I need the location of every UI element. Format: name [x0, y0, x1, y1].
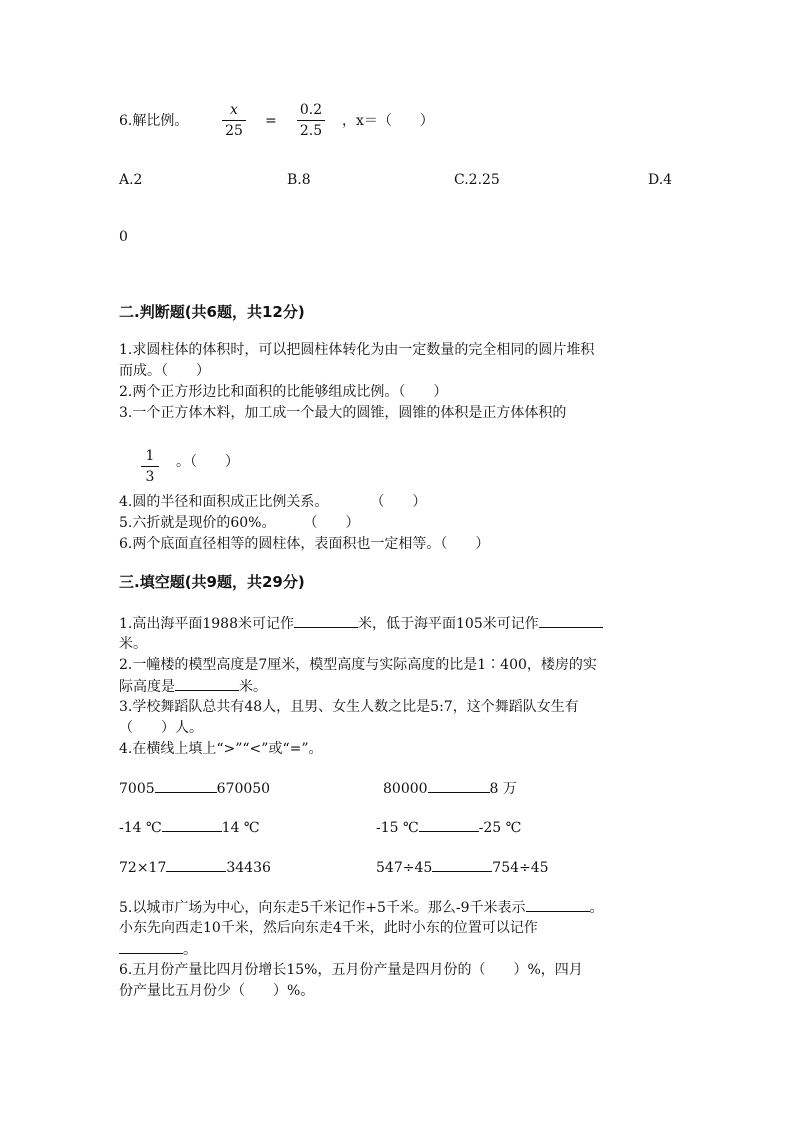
q6-option-b: B.8 — [287, 172, 311, 188]
answer-blank[interactable] — [162, 817, 222, 832]
s3-q3-line-1: 3.学校舞蹈队总共有48人，且男、女生人数之比是5:7，这个舞蹈队女生有 — [119, 699, 579, 715]
compare-right: 670050 — [216, 781, 271, 797]
s2-item-4: 4.圆的半径和面积成正比例关系。 （ ） — [119, 494, 427, 510]
s3-compare-2 — [383, 778, 517, 799]
q6-equals: = — [265, 113, 277, 129]
answer-blank[interactable] — [432, 857, 492, 872]
s2-item-6: 6.两个底面直径相等的圆柱体，表面积也一定相等。（ ） — [119, 536, 490, 552]
s3-q2-text-b: 际高度是 — [119, 679, 175, 695]
q6-suffix: ，x＝（ ） — [342, 113, 434, 129]
s2-frac-denominator: 3 — [145, 469, 155, 485]
s3-q1-text-b: 米，低于海平面105米可记作 — [358, 616, 539, 632]
s3-q1-line-1 — [119, 613, 603, 634]
fraction-bar — [222, 120, 246, 121]
compare-left: 547÷45 — [376, 860, 433, 876]
q6-fraction-1 — [222, 101, 246, 140]
answer-blank[interactable] — [119, 939, 183, 954]
s3-compare-6 — [376, 857, 549, 878]
answer-blank[interactable] — [166, 857, 226, 872]
q6-option-a: A.2 — [119, 172, 143, 188]
fraction-bar — [297, 120, 325, 121]
answer-blank[interactable] — [294, 613, 358, 628]
compare-left: 7005 — [119, 781, 155, 797]
s3-compare-4 — [376, 817, 521, 838]
answer-blank[interactable] — [175, 676, 239, 691]
q6-frac1-numerator: x — [230, 102, 238, 118]
s3-q5-text-a: 5.以城市广场为中心，向东走5千米记作+5千米。那么-9千米表示 — [119, 900, 526, 916]
answer-blank[interactable] — [155, 778, 217, 793]
compare-right: 754÷45 — [492, 860, 549, 876]
s2-item-3-fraction — [141, 447, 159, 486]
answer-blank[interactable] — [539, 613, 603, 628]
section-3-heading: 三.填空题(共9题，共29分) — [119, 573, 305, 591]
s2-item-5: 5.六折就是现价的60%。 （ ） — [119, 515, 360, 531]
s2-frac-numerator: 1 — [145, 448, 155, 464]
q6-option-d: D.4 — [648, 172, 673, 188]
answer-blank[interactable] — [526, 897, 590, 912]
s3-q2-line-1: 2.一幢楼的模型高度是7厘米，模型高度与实际高度的比是1∶400，楼房的实 — [119, 657, 597, 673]
s2-item-2: 2.两个正方形边比和面积的比能够组成比例。（ ） — [119, 384, 448, 400]
s3-q6-line-2: 份产量比五月份少（ ）%。 — [119, 983, 315, 999]
compare-right: -25 ℃ — [478, 820, 522, 836]
s3-q6-line-1: 6.五月份产量比四月份增长15%，五月份产量是四月份的（ ）%，四月 — [119, 962, 583, 978]
s3-q2-line-2 — [119, 676, 267, 697]
section-2-heading: 二.判断题(共6题，共12分) — [119, 303, 305, 321]
s3-q5-text-d: 。 — [183, 942, 197, 958]
compare-left: -14 ℃ — [119, 820, 162, 836]
s3-q2-text-c: 米。 — [239, 679, 267, 695]
compare-left: 80000 — [383, 781, 428, 797]
s3-q5-text-b: 。 — [589, 900, 604, 916]
compare-right: 8 万 — [489, 781, 517, 797]
s3-q5-line-1 — [119, 897, 604, 918]
q6-prefix: 6.解比例。 — [119, 113, 189, 129]
s2-item-1-line-2: 而成。（ ） — [119, 363, 210, 379]
compare-left: 72×17 — [119, 860, 167, 876]
s3-q1-line-2: 米。 — [119, 636, 147, 652]
fraction-bar — [141, 466, 159, 467]
q6-frac1-denominator: 25 — [225, 123, 243, 139]
s3-q5-line-3 — [119, 939, 197, 960]
s3-q1-text-a: 1.高出海平面1988米可记作 — [119, 616, 294, 632]
compare-left: -15 ℃ — [376, 820, 419, 836]
s3-compare-1 — [119, 778, 270, 799]
s3-q5-line-2: 小东先向西走10千米，然后向东走4千米，此时小东的位置可以记作 — [119, 920, 538, 936]
s3-q4: 4.在横线上填上“>”“<”或“=”。 — [119, 741, 323, 757]
answer-blank[interactable] — [428, 778, 490, 793]
s2-item-3-suffix: 。（ ） — [176, 454, 239, 470]
q6-option-c: C.2.25 — [454, 172, 500, 188]
q6-option-wrap: 0 — [119, 229, 128, 245]
compare-right: 14 ℃ — [221, 820, 260, 836]
s2-item-1-line-1: 1.求圆柱体的体积时，可以把圆柱体转化为由一定数量的完全相同的圆片堆积 — [119, 342, 595, 358]
s3-compare-3 — [119, 817, 260, 838]
q6-frac2-numerator: 0.2 — [299, 102, 323, 118]
q6-fraction-2 — [297, 101, 325, 140]
s2-item-3: 3.一个正方体木料，加工成一个最大的圆锥，圆锥的体积是正方体体积的 — [119, 405, 567, 421]
answer-blank[interactable] — [419, 817, 479, 832]
s3-q3-line-2: （ ）人。 — [119, 720, 203, 736]
q6-frac2-denominator: 2.5 — [299, 123, 323, 139]
compare-right: 34436 — [226, 860, 271, 876]
s3-compare-5 — [119, 857, 271, 878]
